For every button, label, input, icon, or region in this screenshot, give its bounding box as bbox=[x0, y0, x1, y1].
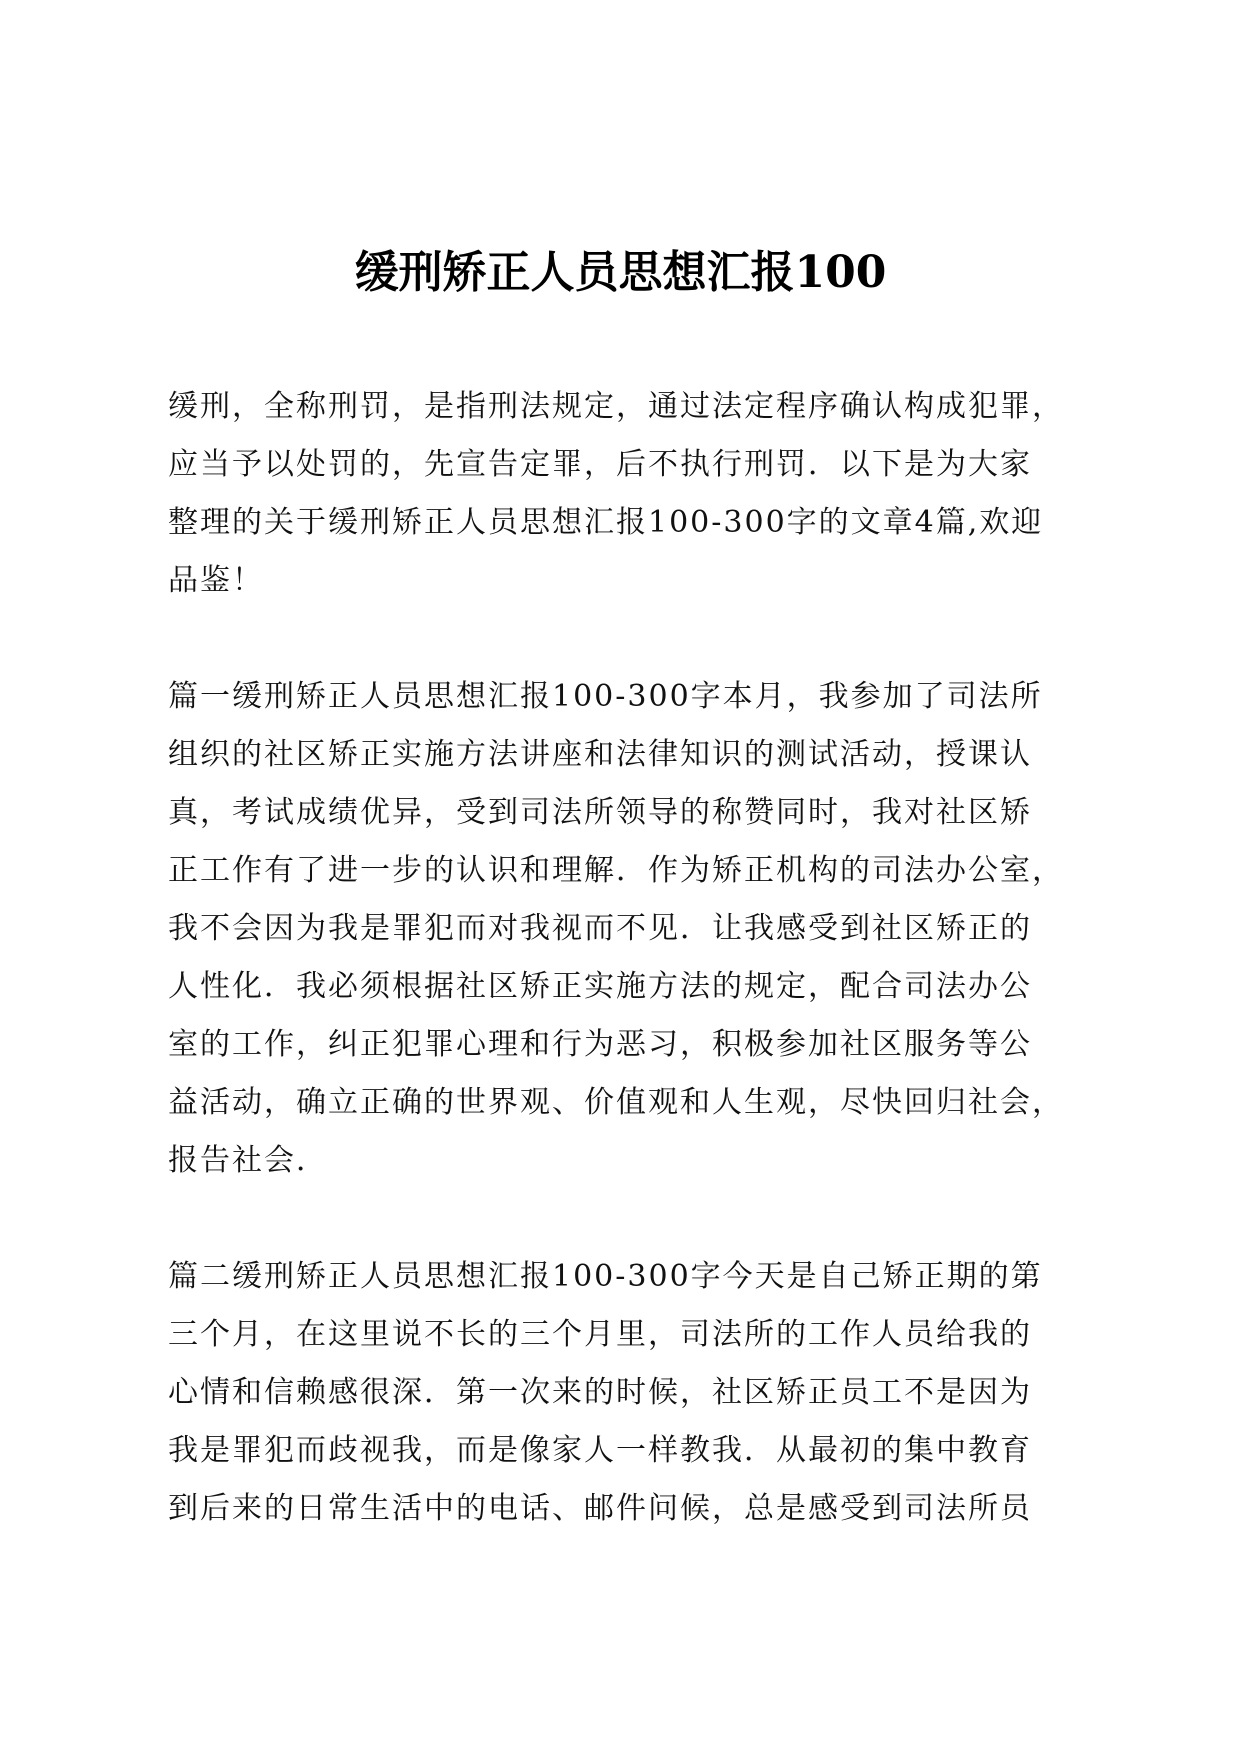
text-line: 真，考试成绩优异，受到司法所领导的称赞同时，我对社区矫 bbox=[168, 795, 1032, 830]
text-line: 篇一缓刑矫正人员思想汇报100-300字本月，我参加了司法所 bbox=[168, 679, 1043, 714]
text-line: 品鉴！ bbox=[168, 563, 264, 598]
text-line: 整理的关于缓刑矫正人员思想汇报100-300字的文章4篇,欢迎 bbox=[168, 505, 1044, 540]
text-line: 报告社会． bbox=[168, 1143, 328, 1178]
text-line: 篇二缓刑矫正人员思想汇报100-300字今天是自己矫正期的第 bbox=[168, 1259, 1043, 1294]
paragraph-intro bbox=[168, 378, 1080, 610]
paragraph-article-1 bbox=[168, 668, 1080, 1190]
paragraph-article-2 bbox=[168, 1248, 1080, 1538]
text-line: 益活动，确立正确的世界观、价值观和人生观，尽快回归社会， bbox=[168, 1085, 1064, 1120]
text-line: 人性化．我必须根据社区矫正实施方法的规定，配合司法办公 bbox=[168, 969, 1032, 1004]
text-line: 组织的社区矫正实施方法讲座和法律知识的测试活动，授课认 bbox=[168, 737, 1032, 772]
text-line: 缓刑，全称刑罚，是指刑法规定，通过法定程序确认构成犯罪， bbox=[168, 389, 1064, 424]
text-line: 我是罪犯而歧视我，而是像家人一样教我．从最初的集中教育 bbox=[168, 1433, 1032, 1468]
text-line: 我不会因为我是罪犯而对我视而不见．让我感受到社区矫正的 bbox=[168, 911, 1032, 946]
text-line: 心情和信赖感很深．第一次来的时候，社区矫正员工不是因为 bbox=[168, 1375, 1032, 1410]
text-line: 室的工作，纠正犯罪心理和行为恶习，积极参加社区服务等公 bbox=[168, 1027, 1032, 1062]
text-line: 应当予以处罚的，先宣告定罪，后不执行刑罚．以下是为大家 bbox=[168, 447, 1032, 482]
text-line: 三个月，在这里说不长的三个月里，司法所的工作人员给我的 bbox=[168, 1317, 1032, 1352]
text-line: 正工作有了进一步的认识和理解．作为矫正机构的司法办公室， bbox=[168, 853, 1064, 888]
text-line: 到后来的日常生活中的电话、邮件问候，总是感受到司法所员 bbox=[168, 1491, 1032, 1526]
document-body bbox=[168, 378, 1080, 1596]
document-title: 缓刑矫正人员思想汇报100 bbox=[354, 247, 887, 298]
